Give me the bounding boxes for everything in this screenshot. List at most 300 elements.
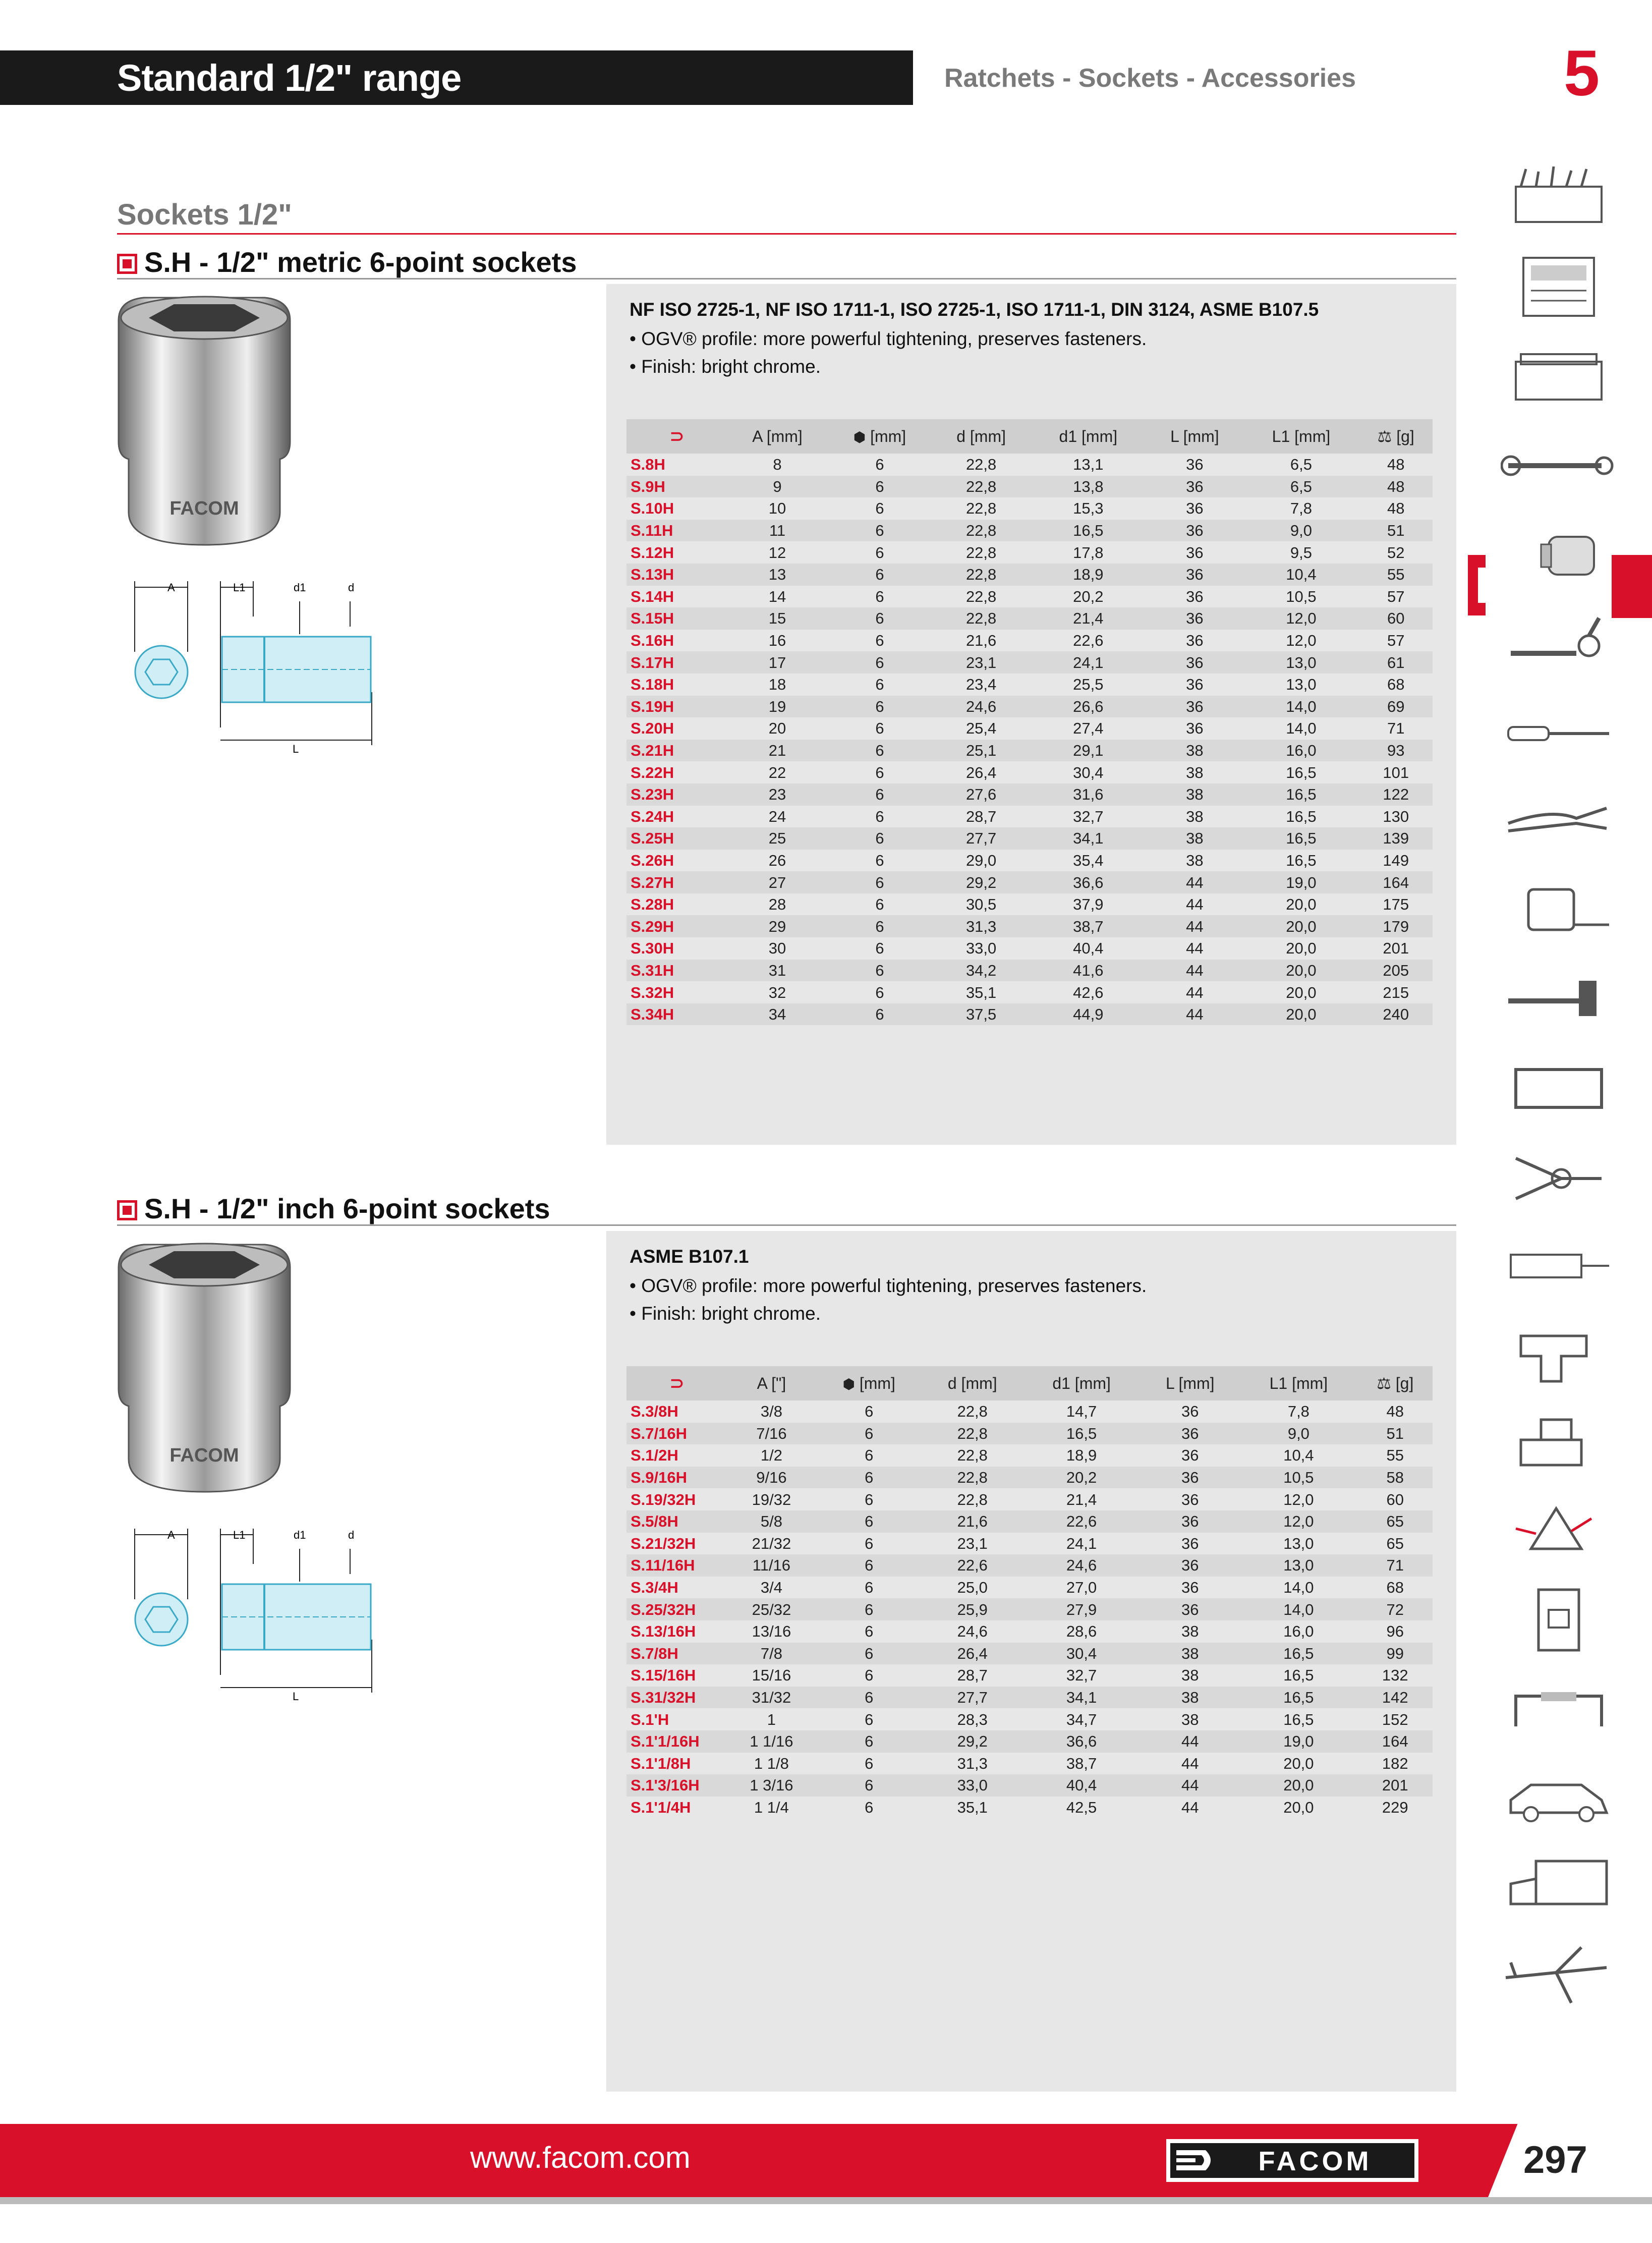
cell-d: 27,7 bbox=[932, 827, 1031, 850]
cell-ref: S.1'1/4H bbox=[631, 1798, 691, 1816]
cell-a: 22 bbox=[768, 763, 786, 781]
multimeter-icon[interactable] bbox=[1501, 1232, 1617, 1298]
facom-mark-icon: ⊃ bbox=[669, 1374, 685, 1393]
cell-hex: 6 bbox=[865, 1754, 874, 1772]
table-row bbox=[626, 586, 1433, 608]
cell-l1: 20,0 bbox=[1286, 895, 1317, 914]
col-header-d: d [mm] bbox=[923, 1366, 1022, 1400]
cell-ref: S.1'1/8H bbox=[631, 1754, 691, 1772]
cell-weight: 51 bbox=[1359, 520, 1433, 542]
active-chapter-tab bbox=[1612, 555, 1652, 618]
cell-weight: 55 bbox=[1386, 1446, 1404, 1465]
cell-a: 1 bbox=[767, 1710, 776, 1728]
cell-a: 21/32 bbox=[752, 1534, 791, 1552]
cell-weight: 152 bbox=[1382, 1710, 1408, 1728]
col-header-l: L [mm] bbox=[1146, 419, 1243, 454]
cell-ref: S.1'1/16H bbox=[626, 1730, 727, 1753]
tool-box-icon[interactable] bbox=[1501, 344, 1617, 410]
puller-icon[interactable] bbox=[1501, 1143, 1617, 1209]
cell-d1: 30,4 bbox=[1073, 763, 1104, 781]
cell-l1: 7,8 bbox=[1290, 499, 1312, 518]
cell-l1: 14,0 bbox=[1239, 1598, 1357, 1620]
cell-a: 19/32 bbox=[752, 1490, 791, 1508]
cell-l1: 20,0 bbox=[1286, 939, 1317, 958]
cell-a: 31 bbox=[727, 960, 827, 982]
chapter-number: 5 bbox=[1564, 37, 1600, 109]
col-header-weight-text: [g] bbox=[1396, 427, 1414, 445]
cell-l1: 13,0 bbox=[1283, 1534, 1314, 1552]
cell-l: 36 bbox=[1141, 1467, 1239, 1489]
metric-heading bbox=[117, 246, 577, 278]
cell-a: 30 bbox=[768, 939, 786, 958]
cell-l: 36 bbox=[1186, 632, 1204, 650]
cell-l: 38 bbox=[1186, 763, 1204, 781]
cell-weight: 179 bbox=[1359, 915, 1433, 937]
table-row bbox=[626, 1687, 1433, 1709]
cell-a: 3/8 bbox=[760, 1403, 782, 1421]
cell-weight: 71 bbox=[1358, 1554, 1433, 1577]
cell-l: 36 bbox=[1186, 676, 1204, 694]
cell-ref: S.31/32H bbox=[626, 1687, 727, 1709]
col-header-l1: L1 [mm] bbox=[1239, 1366, 1357, 1400]
cell-l: 36 bbox=[1186, 719, 1204, 738]
cell-hex: 6 bbox=[827, 651, 932, 674]
vice-icon[interactable] bbox=[1501, 1410, 1617, 1475]
metric-divider bbox=[117, 278, 1456, 279]
table-row bbox=[626, 607, 1433, 630]
table-row bbox=[626, 960, 1433, 982]
table-row bbox=[626, 497, 1433, 520]
table-row bbox=[626, 1554, 1433, 1577]
inch-standards: ASME B107.1 bbox=[630, 1246, 749, 1267]
cell-d: 22,8 bbox=[932, 520, 1031, 542]
cell-l1: 16,5 bbox=[1286, 807, 1317, 825]
cell-hex: 6 bbox=[875, 499, 884, 518]
cell-a: 13 bbox=[727, 564, 827, 586]
cell-d1: 16,5 bbox=[1030, 520, 1146, 542]
weight-icon: ⚖ bbox=[1377, 427, 1392, 445]
cell-ref: S.10H bbox=[631, 499, 674, 518]
cell-hex: 6 bbox=[875, 632, 884, 650]
dim-label-l: L bbox=[293, 743, 299, 755]
table-row bbox=[626, 1423, 1433, 1445]
table-row bbox=[626, 827, 1433, 850]
cell-l: 36 bbox=[1186, 499, 1204, 518]
metric-bullet-1: • OGV® profile: more powerful tightening, preserves fasteners. bbox=[630, 328, 1147, 349]
cell-hex: 6 bbox=[827, 564, 932, 586]
table-row bbox=[626, 651, 1433, 674]
cell-a: 10 bbox=[768, 499, 786, 518]
cell-l1: 20,0 bbox=[1239, 1774, 1357, 1797]
cell-weight: 68 bbox=[1386, 1579, 1404, 1597]
cell-a: 29 bbox=[727, 915, 827, 937]
cell-l1: 13,0 bbox=[1243, 651, 1359, 674]
cell-ref: S.1'H bbox=[631, 1710, 669, 1728]
logo-text: FACOM bbox=[1258, 2146, 1372, 2176]
cell-l1: 20,0 bbox=[1283, 1754, 1314, 1772]
cell-ref: S.17H bbox=[626, 651, 727, 674]
cell-a: 1 1/8 bbox=[754, 1754, 789, 1772]
footer-url-link[interactable]: www.facom.com bbox=[470, 2141, 691, 2174]
col-header-a: A ["] bbox=[727, 1366, 816, 1400]
red-square-icon bbox=[117, 1200, 137, 1220]
cell-l1: 10,5 bbox=[1286, 587, 1317, 605]
cell-a: 9/16 bbox=[727, 1467, 816, 1489]
metric-socket-photo bbox=[113, 290, 295, 555]
cell-d: 29,0 bbox=[965, 851, 997, 869]
cell-a: 13/16 bbox=[752, 1622, 791, 1641]
ref-column-header bbox=[626, 419, 727, 454]
facom-mark-icon: ⊃ bbox=[669, 427, 685, 446]
col-header-d1: d1 [mm] bbox=[1022, 1366, 1141, 1400]
tool-chest-icon[interactable] bbox=[1501, 166, 1617, 232]
table-row bbox=[626, 937, 1433, 960]
cell-a: 19 bbox=[727, 696, 827, 718]
cell-d: 22,8 bbox=[965, 587, 997, 605]
cell-l1: 16,5 bbox=[1239, 1687, 1357, 1709]
cell-ref: S.14H bbox=[631, 587, 674, 605]
footer-stripe bbox=[0, 2197, 1652, 2204]
cell-ref: S.13H bbox=[626, 564, 727, 586]
cell-ref: S.34H bbox=[626, 1003, 727, 1026]
cell-l1: 9,5 bbox=[1290, 543, 1312, 562]
cell-a: 27 bbox=[727, 871, 827, 893]
col-header-weight bbox=[1359, 419, 1433, 454]
cell-hex: 6 bbox=[865, 1403, 874, 1421]
cell-l: 44 bbox=[1186, 895, 1204, 914]
cell-l1: 12,0 bbox=[1283, 1490, 1314, 1508]
cell-weight: 71 bbox=[1387, 719, 1405, 738]
cell-l: 44 bbox=[1141, 1774, 1239, 1797]
hexagon-icon: ⬢ bbox=[853, 429, 866, 445]
cell-d: 27,7 bbox=[923, 1687, 1022, 1709]
cell-l: 44 bbox=[1146, 871, 1243, 893]
cell-hex: 6 bbox=[816, 1598, 923, 1620]
table-row bbox=[626, 717, 1433, 740]
cell-hex: 6 bbox=[865, 1798, 874, 1816]
cell-weight: 139 bbox=[1359, 827, 1433, 850]
inch-heading bbox=[117, 1192, 550, 1225]
electrical-icon[interactable] bbox=[1501, 1587, 1617, 1653]
cell-d: 22,8 bbox=[923, 1423, 1022, 1445]
table-row bbox=[626, 696, 1433, 718]
cell-l1: 12,0 bbox=[1243, 607, 1359, 630]
cell-ref: S.7/8H bbox=[626, 1643, 727, 1665]
cell-d1: 25,5 bbox=[1073, 676, 1104, 694]
cell-l: 38 bbox=[1186, 807, 1204, 825]
cell-d: 22,8 bbox=[957, 1490, 988, 1508]
cell-weight: 182 bbox=[1382, 1754, 1408, 1772]
cell-weight: 57 bbox=[1387, 632, 1405, 650]
cell-d: 22,8 bbox=[965, 456, 997, 474]
facom-logo bbox=[1166, 2139, 1418, 2182]
cell-hex: 6 bbox=[827, 915, 932, 937]
cell-l: 36 bbox=[1146, 564, 1243, 586]
inch-socket-photo bbox=[113, 1237, 295, 1502]
cell-d: 34,2 bbox=[932, 960, 1031, 982]
cell-d: 22,8 bbox=[965, 543, 997, 562]
cell-ref: S.26H bbox=[631, 851, 674, 869]
table-row bbox=[626, 541, 1433, 564]
cell-l: 38 bbox=[1146, 783, 1243, 806]
spanner-icon[interactable] bbox=[1501, 433, 1617, 498]
car-icon[interactable] bbox=[1501, 1765, 1617, 1830]
cell-l1: 20,0 bbox=[1243, 960, 1359, 982]
roller-cabinet-icon[interactable] bbox=[1501, 255, 1617, 321]
cell-hex: 6 bbox=[875, 851, 884, 869]
cell-d1: 18,9 bbox=[1066, 1446, 1097, 1465]
cell-l: 44 bbox=[1146, 915, 1243, 937]
cell-ref: S.25/32H bbox=[626, 1598, 727, 1620]
cell-l1: 13,0 bbox=[1286, 676, 1317, 694]
cell-a: 3/4 bbox=[760, 1579, 782, 1597]
cell-d: 28,3 bbox=[957, 1710, 988, 1728]
col-header-d: d [mm] bbox=[932, 419, 1031, 454]
photo-brand-text: FACOM bbox=[169, 498, 239, 519]
cell-hex: 6 bbox=[816, 1423, 923, 1445]
cell-l1: 14,0 bbox=[1283, 1579, 1314, 1597]
col-header-d1: d1 [mm] bbox=[1030, 419, 1146, 454]
table-row bbox=[626, 1797, 1433, 1819]
col-header-hex-text: [mm] bbox=[859, 1374, 895, 1392]
cell-ref: S.25H bbox=[626, 827, 727, 850]
col-header-hex bbox=[816, 1366, 923, 1400]
cell-ref: S.19H bbox=[626, 696, 727, 718]
inch-table-header bbox=[626, 1366, 1433, 1400]
cell-l1: 20,0 bbox=[1243, 915, 1359, 937]
cell-weight: 72 bbox=[1358, 1598, 1433, 1620]
dim-label-l: L bbox=[293, 1690, 299, 1703]
cell-hex: 6 bbox=[875, 456, 884, 474]
cell-hex: 6 bbox=[865, 1710, 874, 1728]
cell-ref: S.28H bbox=[631, 895, 674, 914]
cell-hex: 6 bbox=[875, 676, 884, 694]
cell-a: 21 bbox=[727, 740, 827, 762]
cell-l1: 10,5 bbox=[1239, 1467, 1357, 1489]
cell-l: 36 bbox=[1181, 1534, 1199, 1552]
cell-weight: 48 bbox=[1387, 456, 1405, 474]
section-divider bbox=[117, 233, 1456, 235]
hammer-icon[interactable] bbox=[1501, 966, 1617, 1031]
cell-hex: 6 bbox=[875, 719, 884, 738]
cell-a: 25/32 bbox=[727, 1598, 816, 1620]
cell-a: 24 bbox=[768, 807, 786, 825]
cell-d1: 21,4 bbox=[1066, 1490, 1097, 1508]
cell-a: 15/16 bbox=[752, 1666, 791, 1685]
section-title: Sockets 1/2" bbox=[117, 198, 292, 231]
col-header-weight bbox=[1358, 1366, 1433, 1400]
table-row bbox=[626, 1488, 1433, 1510]
cell-d1: 37,9 bbox=[1073, 895, 1104, 914]
cell-l1: 16,5 bbox=[1283, 1710, 1314, 1728]
cell-l1: 19,0 bbox=[1239, 1730, 1357, 1753]
dim-label-d1: d1 bbox=[294, 1529, 306, 1541]
table-row bbox=[626, 1643, 1433, 1665]
cell-d1: 28,6 bbox=[1066, 1622, 1097, 1641]
cell-d1: 34,1 bbox=[1030, 827, 1146, 850]
cell-hex: 6 bbox=[875, 763, 884, 781]
impact-wrench-icon[interactable] bbox=[1501, 1321, 1617, 1386]
cell-d: 22,8 bbox=[932, 476, 1031, 498]
cell-weight: 101 bbox=[1383, 763, 1409, 781]
cell-hex: 6 bbox=[827, 476, 932, 498]
cell-hex: 6 bbox=[816, 1510, 923, 1533]
cell-hex: 6 bbox=[827, 783, 932, 806]
cell-d: 26,4 bbox=[923, 1643, 1022, 1665]
screwdriver-icon[interactable] bbox=[1501, 699, 1617, 765]
cell-weight: 60 bbox=[1386, 1490, 1404, 1508]
cell-ref: S.23H bbox=[626, 783, 727, 806]
hacksaw-icon[interactable] bbox=[1501, 1054, 1617, 1120]
cell-hex: 6 bbox=[827, 1003, 932, 1026]
cell-l1: 6,5 bbox=[1243, 476, 1359, 498]
inch-heading-text: S.H - 1/2" inch 6-point sockets bbox=[144, 1193, 550, 1224]
cell-hex: 6 bbox=[875, 587, 884, 605]
cell-l: 36 bbox=[1141, 1423, 1239, 1445]
cell-a: 17 bbox=[727, 651, 827, 674]
cell-weight: 48 bbox=[1387, 499, 1405, 518]
cell-hex: 6 bbox=[816, 1643, 923, 1665]
socket-icon[interactable] bbox=[1501, 522, 1617, 587]
cell-d1: 14,7 bbox=[1066, 1403, 1097, 1421]
cell-a: 11 bbox=[727, 520, 827, 542]
cell-weight: 130 bbox=[1383, 807, 1409, 825]
cell-d: 28,7 bbox=[965, 807, 997, 825]
cell-l1: 16,5 bbox=[1239, 1643, 1357, 1665]
cell-l: 44 bbox=[1181, 1754, 1199, 1772]
cell-weight: 132 bbox=[1382, 1666, 1408, 1685]
truck-icon[interactable] bbox=[1501, 1854, 1617, 1919]
cell-d: 26,4 bbox=[965, 763, 997, 781]
cell-d1: 34,1 bbox=[1022, 1687, 1141, 1709]
cell-hex: 6 bbox=[827, 960, 932, 982]
cell-weight: 201 bbox=[1358, 1774, 1433, 1797]
cell-ref: S.11H bbox=[626, 520, 727, 542]
ratchet-icon[interactable] bbox=[1501, 610, 1617, 676]
cell-d1: 36,6 bbox=[1030, 871, 1146, 893]
cell-a: 7/16 bbox=[727, 1423, 816, 1445]
cell-weight: 164 bbox=[1359, 871, 1433, 893]
cell-l: 44 bbox=[1181, 1798, 1199, 1816]
table-row bbox=[626, 564, 1433, 586]
cell-d: 35,1 bbox=[957, 1798, 988, 1816]
page-title: Standard 1/2" range bbox=[117, 57, 462, 99]
cell-ref: S.15H bbox=[626, 607, 727, 630]
cell-d: 22,8 bbox=[932, 564, 1031, 586]
cell-d1: 38,7 bbox=[1066, 1754, 1097, 1772]
cell-a: 16 bbox=[768, 632, 786, 650]
cell-hex: 6 bbox=[827, 607, 932, 630]
ref-column-header bbox=[626, 1366, 727, 1400]
handle-icon[interactable] bbox=[1501, 1676, 1617, 1742]
cell-d: 23,1 bbox=[957, 1534, 988, 1552]
cell-weight: 48 bbox=[1359, 476, 1433, 498]
cell-a: 31/32 bbox=[727, 1687, 816, 1709]
page-number: 297 bbox=[1523, 2139, 1587, 2181]
aircraft-icon[interactable] bbox=[1501, 1942, 1617, 2008]
cell-ref: S.19/32H bbox=[631, 1490, 696, 1508]
table-row bbox=[626, 1730, 1433, 1753]
cell-d: 25,4 bbox=[965, 719, 997, 738]
tape-measure-icon[interactable] bbox=[1501, 877, 1617, 942]
cell-l: 44 bbox=[1186, 983, 1204, 1001]
cell-l: 36 bbox=[1186, 587, 1204, 605]
cell-l1: 16,0 bbox=[1243, 740, 1359, 762]
cell-d1: 24,1 bbox=[1066, 1534, 1097, 1552]
cell-l1: 14,0 bbox=[1243, 696, 1359, 718]
inch-table bbox=[626, 1366, 1433, 1818]
cell-weight: 57 bbox=[1387, 587, 1405, 605]
cell-l1: 19,0 bbox=[1243, 871, 1359, 893]
cell-d: 27,6 bbox=[932, 783, 1031, 806]
cell-weight: 55 bbox=[1359, 564, 1433, 586]
cell-d: 30,5 bbox=[965, 895, 997, 914]
cell-l: 38 bbox=[1141, 1643, 1239, 1665]
metric-standards: NF ISO 2725-1, NF ISO 1711-1, ISO 2725-1, ISO 1711-1, DIN 3124, ASME B107.5 bbox=[630, 299, 1319, 320]
page-subtitle: Ratchets - Sockets - Accessories bbox=[944, 64, 1356, 93]
metric-table-header bbox=[626, 419, 1433, 454]
cell-ref: S.15/16H bbox=[631, 1666, 696, 1685]
metric-bullet-2: • Finish: bright chrome. bbox=[630, 356, 821, 377]
metric-heading-text: S.H - 1/2" metric 6-point sockets bbox=[144, 246, 577, 278]
table-row bbox=[626, 1444, 1433, 1467]
cell-ref: S.12H bbox=[631, 543, 674, 562]
pliers-icon[interactable] bbox=[1501, 788, 1617, 854]
red-square-icon bbox=[117, 254, 137, 274]
inch-dimension-diagram bbox=[132, 1524, 394, 1708]
cell-l1: 12,0 bbox=[1286, 632, 1317, 650]
cell-d1: 15,3 bbox=[1073, 499, 1104, 518]
cell-ref: S.8H bbox=[631, 456, 665, 474]
cell-l1: 16,5 bbox=[1286, 851, 1317, 869]
cell-a: 15 bbox=[727, 607, 827, 630]
cell-d1: 36,6 bbox=[1022, 1730, 1141, 1753]
cell-hex: 6 bbox=[827, 520, 932, 542]
cell-hex: 6 bbox=[816, 1554, 923, 1577]
cell-a: 7/8 bbox=[727, 1643, 816, 1665]
col-header-hex bbox=[827, 419, 932, 454]
cell-a: 18 bbox=[768, 676, 786, 694]
cell-l: 38 bbox=[1146, 740, 1243, 762]
cell-l1: 10,4 bbox=[1243, 564, 1359, 586]
cell-d1: 20,2 bbox=[1022, 1467, 1141, 1489]
cell-d: 31,3 bbox=[957, 1754, 988, 1772]
cell-l1: 16,5 bbox=[1286, 763, 1317, 781]
cell-d1: 16,5 bbox=[1022, 1423, 1141, 1445]
cell-l: 36 bbox=[1181, 1490, 1199, 1508]
cell-d1: 20,2 bbox=[1073, 587, 1104, 605]
cell-a: 1 1/4 bbox=[754, 1798, 789, 1816]
cell-l1: 6,5 bbox=[1290, 456, 1312, 474]
cell-l: 38 bbox=[1181, 1622, 1199, 1641]
cell-a: 1 1/16 bbox=[727, 1730, 816, 1753]
cell-hex: 6 bbox=[865, 1666, 874, 1685]
inch-bullet-2: • Finish: bright chrome. bbox=[630, 1303, 821, 1324]
cell-hex: 6 bbox=[875, 983, 884, 1001]
cell-weight: 93 bbox=[1359, 740, 1433, 762]
dim-label-a: A bbox=[167, 581, 175, 594]
safety-icon[interactable] bbox=[1501, 1498, 1617, 1564]
cell-hex: 6 bbox=[827, 740, 932, 762]
cell-weight: 201 bbox=[1383, 939, 1409, 958]
cell-d1: 42,5 bbox=[1066, 1798, 1097, 1816]
cell-a: 11/16 bbox=[727, 1554, 816, 1577]
cell-weight: 122 bbox=[1359, 783, 1433, 806]
cell-d1: 30,4 bbox=[1022, 1643, 1141, 1665]
cell-d1: 32,7 bbox=[1073, 807, 1104, 825]
table-row bbox=[626, 981, 1433, 1003]
cell-d1: 31,6 bbox=[1030, 783, 1146, 806]
